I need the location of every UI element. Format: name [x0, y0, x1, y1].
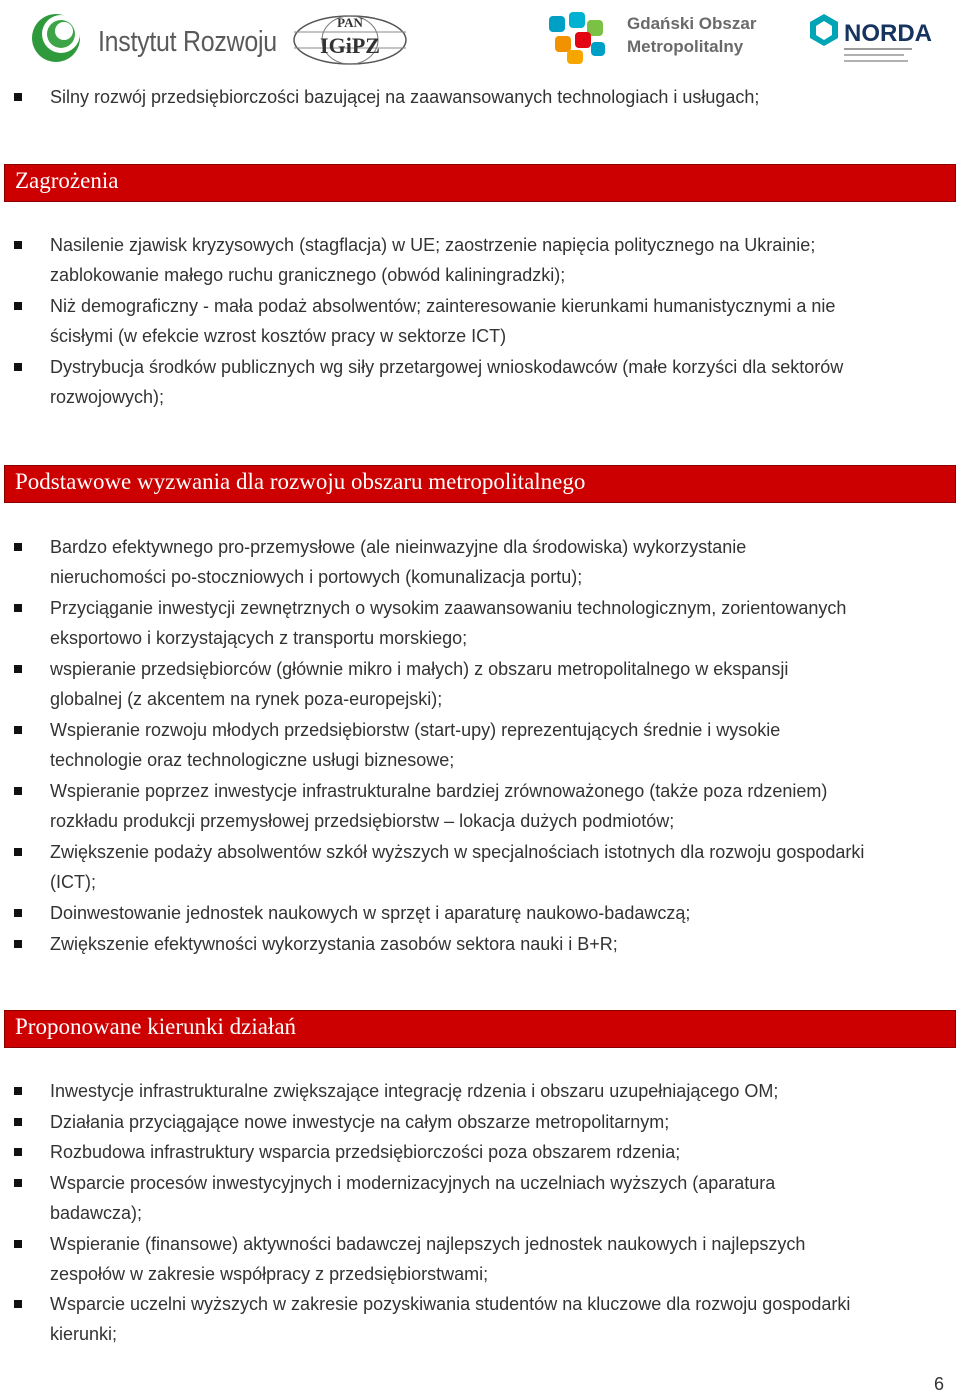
list-item-text: Zwiększenie efektywności wykorzystania zasobów sektora nauki i B+R;	[50, 934, 618, 954]
square-bullet-icon	[14, 1300, 22, 1308]
square-bullet-icon	[14, 787, 22, 795]
list-item-text: rozkładu produkcji przemysłowej przedsiębiorstw – lokacja dużych podmiotów;	[50, 811, 675, 831]
pan-igipz-globe-icon	[290, 12, 410, 66]
square-bullet-icon	[14, 848, 22, 856]
list-item-text: rozwojowych);	[50, 387, 165, 407]
section-header-wyzwania	[4, 465, 956, 503]
list-item-text: globalnej (z akcentem na rynek poza-europejski);	[50, 689, 443, 709]
list-item-text: Rozbudowa infrastruktury wsparcia przedsiębiorczości poza obszarem rdzenia;	[50, 1142, 681, 1162]
list-item-text: Nasilenie zjawisk kryzysowych (stagflacja) w UE; zaostrzenie napięcia politycznego na Ukrainie;	[50, 235, 816, 255]
square-bullet-icon	[14, 302, 22, 310]
square-bullet-icon	[14, 604, 22, 612]
norda-emblem-icon	[806, 10, 932, 66]
list-item-text: technologie oraz technologiczne usługi biznesowe;	[50, 750, 455, 770]
list-item-text: Dystrybucja środków publicznych wg siły przetargowej wnioskodawców (małe korzyści dla sektorów	[50, 357, 844, 377]
page-number: 6	[933, 1374, 944, 1394]
list-item-text: (ICT);	[50, 872, 96, 892]
section-title: Zagrożenia	[15, 168, 119, 193]
square-bullet-icon	[14, 909, 22, 917]
norda-text: NORDA	[844, 20, 932, 47]
square-bullet-icon	[14, 665, 22, 673]
gdanski-obszar-metropolitalny-logo	[545, 10, 757, 66]
list-item-text: Działania przyciągające nowe inwestycje na całym obszarze metropolitarnym;	[50, 1112, 670, 1132]
list-item-text: Niż demograficzny - mała podaż absolwentów; zainteresowanie kierunkami humanistycznymi a nie	[50, 296, 836, 316]
gom-logo-line1: Gdański Obszar	[627, 14, 757, 33]
instytut-rozwoju-emblem-icon	[28, 10, 88, 64]
list-item-text: Wspieranie poprzez inwestycje infrastrukturalne bardziej zrównoważonego (także poza rdzeniem)	[50, 781, 828, 801]
square-bullet-icon	[14, 93, 22, 101]
list-item-text: Wsparcie uczelni wyższych w zakresie pozyskiwania studentów na kluczowe dla rozwoju gospodarki	[50, 1294, 851, 1314]
square-bullet-icon	[14, 1240, 22, 1248]
list-item-text: Wsparcie procesów inwestycyjnych i modernizacyjnych na uczelniach wyższych (aparatura	[50, 1173, 776, 1193]
square-bullet-icon	[14, 241, 22, 249]
list-item-text: nieruchomości po-stoczniowych i portowych (komunalizacja portu);	[50, 567, 583, 587]
square-bullet-icon	[14, 363, 22, 371]
list-item-text: Bardzo efektywnego pro-przemysłowe (ale nieinwazyjne dla środowiska) wykorzystanie	[50, 537, 747, 557]
list-item-text: kierunki;	[50, 1324, 118, 1344]
section-header-zagrozenia	[4, 164, 956, 202]
pan-text: PAN	[337, 15, 363, 30]
list-item-text: ścisłymi (w efekcie wzrost kosztów pracy w sektorze ICT)	[50, 326, 507, 346]
instytut-rozwoju-logo	[28, 10, 277, 64]
list-item-text: Wspieranie rozwoju młodych przedsiębiorstw (start-upy) reprezentujących średnie i wysokie	[50, 720, 781, 740]
square-bullet-icon	[14, 1179, 22, 1187]
gom-puzzle-icon	[545, 10, 615, 66]
list-item-text: Zwiększenie podaży absolwentów szkół wyższych w specjalnościach istotnych dla rozwoju gospodarki	[50, 842, 865, 862]
square-bullet-icon	[14, 940, 22, 948]
list-item-text: Wspieranie (finansowe) aktywności badawczej najlepszych jednostek naukowych i najlepszych	[50, 1234, 806, 1254]
instytut-rozwoju-logo-text: Instytut Rozwoju	[98, 26, 277, 58]
list-item-text: zespołów w zakresie współpracy z przedsiębiorstwami;	[50, 1264, 489, 1284]
square-bullet-icon	[14, 726, 22, 734]
igipz-text: IGiPZ	[320, 33, 380, 58]
list-item-text: eksportowo i korzystających z transportu morskiego;	[50, 628, 468, 648]
pan-igipz-logo	[290, 12, 410, 66]
page-header	[0, 0, 960, 72]
gom-logo-line2: Metropolitalny	[627, 37, 744, 56]
square-bullet-icon	[14, 543, 22, 551]
list-item-text: Przyciąganie inwestycji zewnętrznych o wysokim zaawansowaniu technologicznym, zorientowanych	[50, 598, 847, 618]
list-item-text: wspieranie przedsiębiorców (głównie mikro i małych) z obszaru metropolitalnego w ekspansji	[50, 659, 789, 679]
square-bullet-icon	[14, 1118, 22, 1126]
section-title: Podstawowe wyzwania dla rozwoju obszaru metropolitalnego	[15, 469, 586, 494]
section-header-kierunki	[4, 1010, 956, 1048]
list-item-text: Doinwestowanie jednostek naukowych w sprzęt i aparaturę naukowo-badawczą;	[50, 903, 691, 923]
list-item-text: Silny rozwój przedsiębiorczości bazującej na zaawansowanych technologiach i usługach;	[50, 87, 760, 107]
section-title: Proponowane kierunki działań	[15, 1014, 297, 1039]
list-item-text: zablokowanie małego ruchu granicznego (obwód kaliningradzki);	[50, 265, 566, 285]
list-item-text: badawcza);	[50, 1203, 143, 1223]
square-bullet-icon	[14, 1148, 22, 1156]
norda-logo	[806, 10, 932, 66]
square-bullet-icon	[14, 1087, 22, 1095]
list-item-text: Inwestycje infrastrukturalne zwiększające integrację rdzenia i obszaru uzupełniającego OM;	[50, 1081, 779, 1101]
